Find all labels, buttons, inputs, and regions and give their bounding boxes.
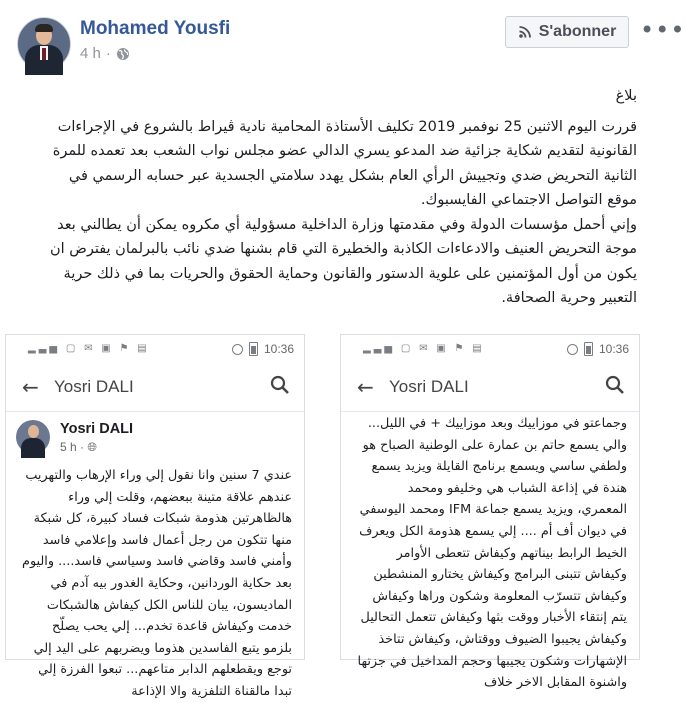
screenshot-meta: 5 h · 🌐︎ — [60, 440, 97, 454]
attached-screenshot-2[interactable] — [340, 334, 640, 691]
battery-icon — [249, 342, 258, 356]
post-body — [37, 84, 637, 311]
attached-screenshot-1[interactable] — [5, 334, 305, 699]
post-header — [0, 0, 685, 80]
alarm-icon — [567, 344, 578, 355]
subscribe-label: S'abonner — [538, 23, 617, 40]
globe-icon: 🌐︎ — [87, 440, 97, 454]
globe-icon[interactable] — [116, 47, 130, 61]
post-title: بلاغ — [615, 88, 637, 104]
search-icon — [270, 375, 290, 395]
clock: 10:36 — [263, 342, 294, 356]
post-timestamp[interactable]: 4 h — [80, 45, 101, 62]
screenshot-time: 5 h — [60, 440, 77, 454]
battery-icon — [584, 342, 593, 356]
back-arrow-icon: ← — [22, 375, 39, 399]
subscribe-button[interactable] — [505, 16, 629, 48]
more-options-icon[interactable]: ••• — [640, 16, 685, 44]
post-paragraph-1: قررت اليوم الاثنين 25 نوفمبر 2019 تكليف الأستاذة المحامية نادية ڤيراط بالشروع في الإجراءات القانونية لتقديم شكاية جزائية ضد المدعو يسري الدالي عضو مجلس نواب الشعب بعد تعمده للمرة الثانية التحريض ضدي وتجييش الرأي العام بشكل يهدد سلامتي الجسدية عبر حسابه الرسمي في موقع التواصل الاجتماعي الفايسبوك. — [52, 118, 637, 208]
clock: 10:36 — [598, 342, 629, 356]
screenshot-text: عندي 7 سنين وانا نقول إلي وراء الإرهاب والتهريب عندهم علاقة متينة ببعضهم، وقلت إلي وراء هالظاهرتين هذومة شبكات فساد كبيرة، كل شبكة منها تتكون من رجل أعمال فاسد وإعلامي فاسد وأمني فاسد وقاضي فاسد وسياسي فاسد.... واليوم بعد حكاية الوردانين، وحكاية الغدور بيه آدم في الماديسون، يبان للناس الكل كيفاش هالشبكات خدمت وكيفاش قاعدة تخدم... إلي يحب يصلّح بلزمو يتبع الفاسدين هذوما ويضربهم على اليد إلي توجع ويقطعلهم الدابر متاعهم... تبعوا الفرزة إلي تبدا مالقناة التلفزية والا الإذاعة — [22, 468, 292, 699]
notification-icons: ▂▃▅ ▢ ✉ ▣ ⚑ ▤ — [363, 343, 485, 354]
search-bar — [6, 363, 304, 412]
alarm-icon — [232, 344, 243, 355]
post-paragraph-2: وإني أحمل مؤسسات الدولة وفي مقدمتها وزارة الداخلية مسؤولية أي مكروه يمكن أن يطالني بعد موجة التحريض العنيف والادعاءات الكاذبة والخطيرة التي قام بشنها ضدي نائب بالبرلمان يفترض ان يكون من أول المؤتمنين على علوية الدستور والقانون وحماية الحقوق والحريات بما في ذلك حرية التعبير وحرية الصحافة. — [50, 216, 637, 306]
search-query: Yosri DALI — [389, 377, 469, 396]
avatar — [16, 420, 50, 454]
search-query: Yosri DALI — [54, 377, 134, 396]
search-bar — [341, 363, 639, 412]
post-meta: 4 h · — [80, 45, 130, 62]
notification-icons: ▂▃▅ ▢ ✉ ▣ ⚑ ▤ — [28, 343, 150, 354]
screenshot-text: وجماعتو في موزاييك وبعد موزاييك + في الليل... والي يسمع حاتم بن عمارة على الوطنية الصباح هو ولطفي ساسي ويسمع برنامج القايلة ويزيد يسمع هندة في إذاعة الشباب هي وخليفو ومحمد المعمري، ويزيد يسمع جماعة IFM ومحمد اليوسفي في ديوان أف أم .... إلي يسمع هذومة الكل ويعرف الخيط الرابط بيناتهم وكيفاش تتعطى الأوامر وكيفاش تتبنى البرامج وكيفاش يختارو المنشطين وكيفاش تتسرّب المعلومة وشكون وراها وكيفاش يتم إنتقاء الأخبار ووقت بثها وكيفاش تتعمل التحاليل وكيفاش يجيبوا الضيوف ووقتاش، وكيفاش تتاخذ الإشهارات وشكون يجيبها وحجم المداخيل في جزتها واشنوة المقابل الاخر خلاف — [357, 416, 627, 691]
search-icon — [605, 375, 625, 395]
author-avatar[interactable] — [17, 17, 71, 71]
author-name[interactable]: Mohamed Yousfi — [80, 18, 231, 39]
screenshot-author: Yosri DALI — [60, 421, 134, 437]
back-arrow-icon: ← — [357, 375, 374, 399]
status-bar — [6, 335, 304, 363]
rss-icon — [518, 25, 532, 39]
status-bar — [341, 335, 639, 363]
